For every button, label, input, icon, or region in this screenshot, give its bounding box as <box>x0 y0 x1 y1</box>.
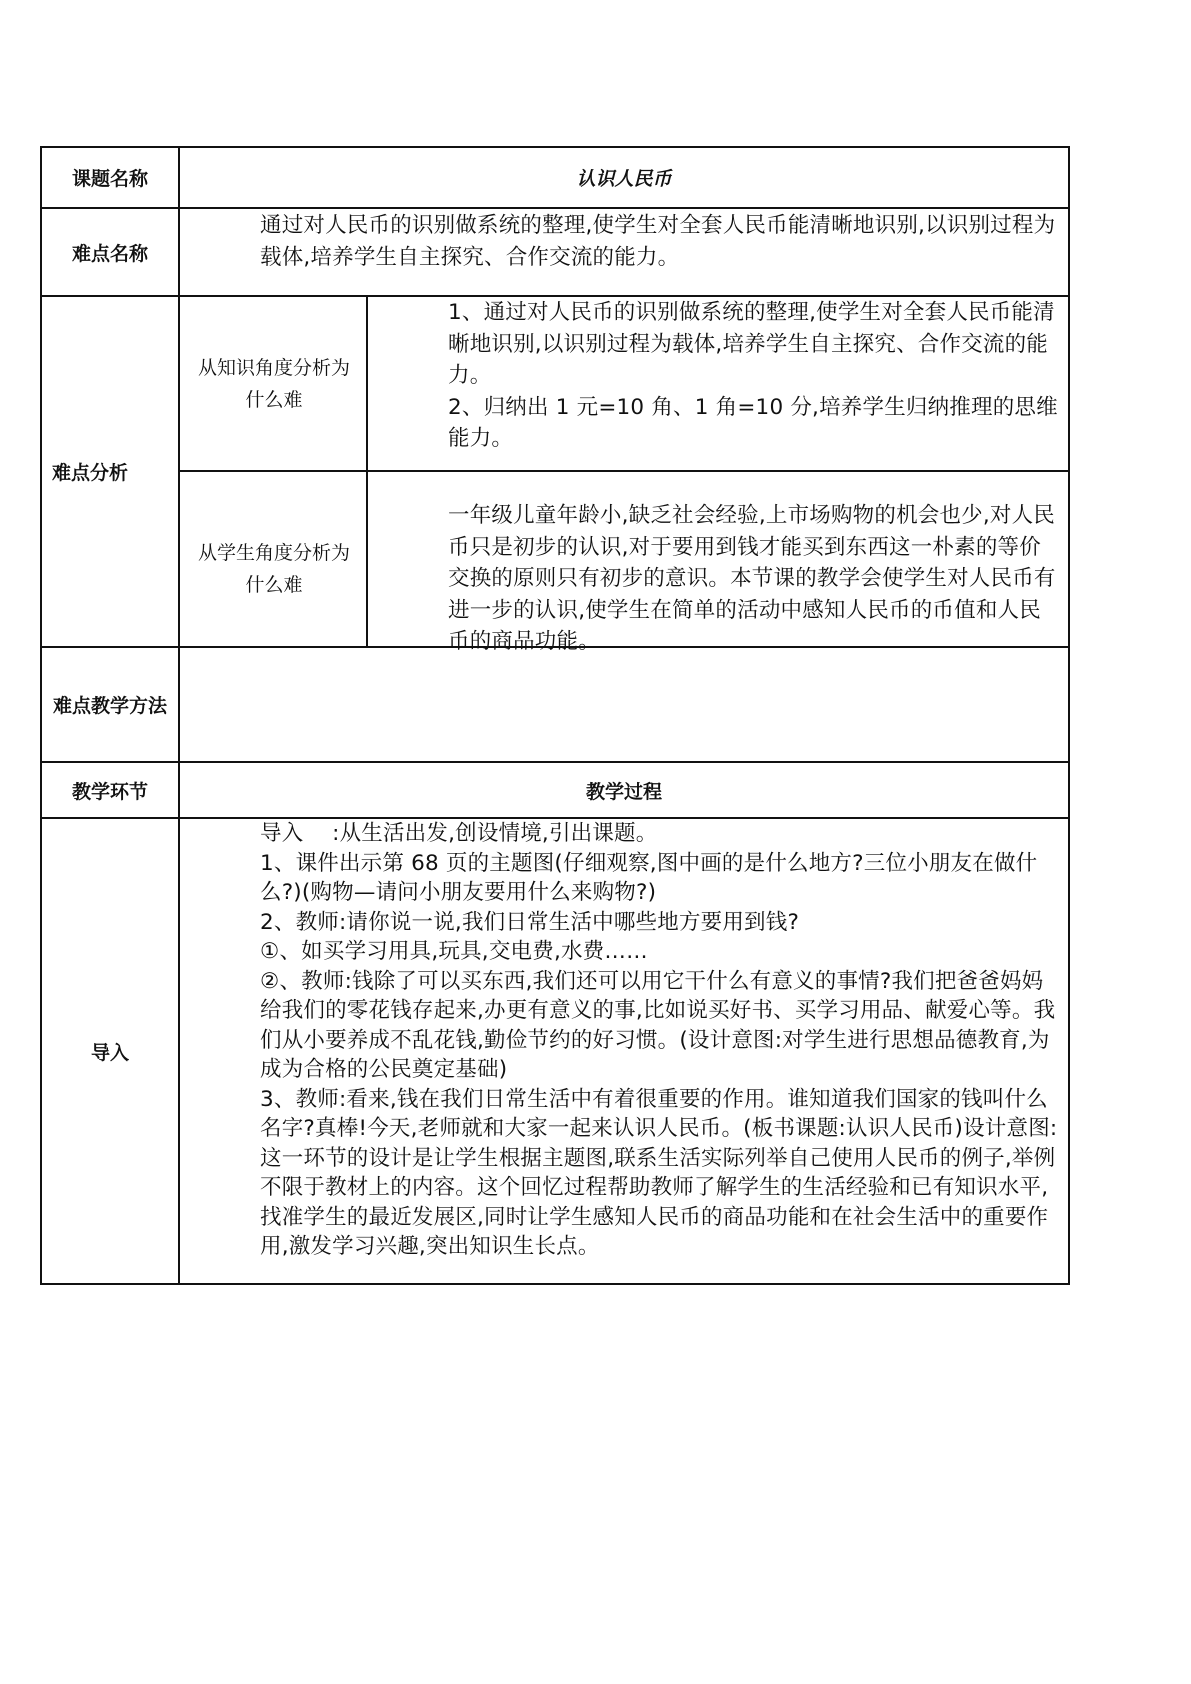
intro-paragraph: 1、课件出示第 68 页的主题图(仔细观察,图中画的是什么地方?三位小朋友在做什么?)(购物—请问小朋友要用什么来购物?) <box>260 850 1038 905</box>
student-angle-text: 一年级儿童年龄小,缺乏社会经验,上市场购物的机会也少,对人民币只是初步的认识,对于要用到钱才能买到东西这一朴素的等价交换的原则只有初步的意识。本节课的教学会使学生对人民币有进一步的认识,使学生在简单的活动中感知人民币的币值和人民币的商品功能。 <box>448 503 1056 654</box>
teaching-stage-header: 教学环节 <box>71 780 148 803</box>
intro-label: 导入 <box>90 1041 129 1064</box>
intro-text <box>260 819 1060 1283</box>
difficulty-analysis-label: 难点分析 <box>52 462 129 484</box>
intro-paragraph: 导入 :从生活出发,创设情境,引出课题。 <box>260 821 658 846</box>
analysis-inner-divider <box>366 295 368 647</box>
knowledge-angle-text <box>448 297 1060 470</box>
knowledge-item-2: 2、归纳出 1 元=10 角、1 角=10 分,培养学生归纳推理的思维能力。 <box>448 394 1058 451</box>
knowledge-item-1: 1、通过对人民币的识别做系统的整理,使学生对全套人民币能清晰地识别,以识别过程为载体,培养学生自主探究、合作交流的能力。 <box>448 300 1055 388</box>
table-border-right <box>1068 146 1070 1285</box>
student-angle-label: 从学生角度分析为什么难 <box>197 542 350 596</box>
teaching-method-text <box>260 648 1060 761</box>
title-row-label: 课题名称 <box>71 168 148 190</box>
teaching-method-label: 难点教学方法 <box>52 695 167 717</box>
table-border-bottom <box>40 1283 1070 1285</box>
column-divider <box>178 146 180 1285</box>
difficulty-name-text: 通过对人民币的识别做系统的整理,使学生对全套人民币能清晰地识别,以识别过程为载体,培养学生自主探究、合作交流的能力。 <box>260 213 1056 270</box>
course-title: 认识人民币 <box>576 168 672 190</box>
intro-paragraph: ①、如买学习用具,玩具,交电费,水费…… <box>260 939 648 964</box>
teaching-process-header: 教学过程 <box>585 780 662 803</box>
intro-paragraph: ②、教师:钱除了可以买东西,我们还可以用它干什么有意义的事情?我们把爸爸妈妈给我们的零花钱存起来,办更有意义的事,比如说买好书、买学习用品、献爱心等。我们从小要养成不乱花钱,勤俭节约的好习惯。(设计意图:对学生进行思想品德教育,为成为合格的公民奠定基础) <box>260 968 1056 1082</box>
knowledge-angle-label: 从知识角度分析为什么难 <box>197 356 350 411</box>
intro-paragraph: 2、教师:请你说一说,我们日常生活中哪些地方要用到钱? <box>260 909 800 935</box>
difficulty-name-label: 难点名称 <box>71 242 148 265</box>
intro-paragraph: 3、教师:看来,钱在我们日常生活中有着很重要的作用。谁知道我们国家的钱叫什么名字?真棒!今天,老师就和大家一起来认识人民币。(板书课题:认识人民币)设计意图:这一环节的设计是让学生根据主题图,联系生活实际列举自己使用人民币的例子,举例不限于教材上的内容。这个回忆过程帮助教师了解学生的生活经验和已有知识水平,找准学生的最近发展区,同时让学生感知人民币的商品功能和在社会生活中的重要作用,激发学习兴趣,突出知识生长点。 <box>260 1086 1058 1259</box>
